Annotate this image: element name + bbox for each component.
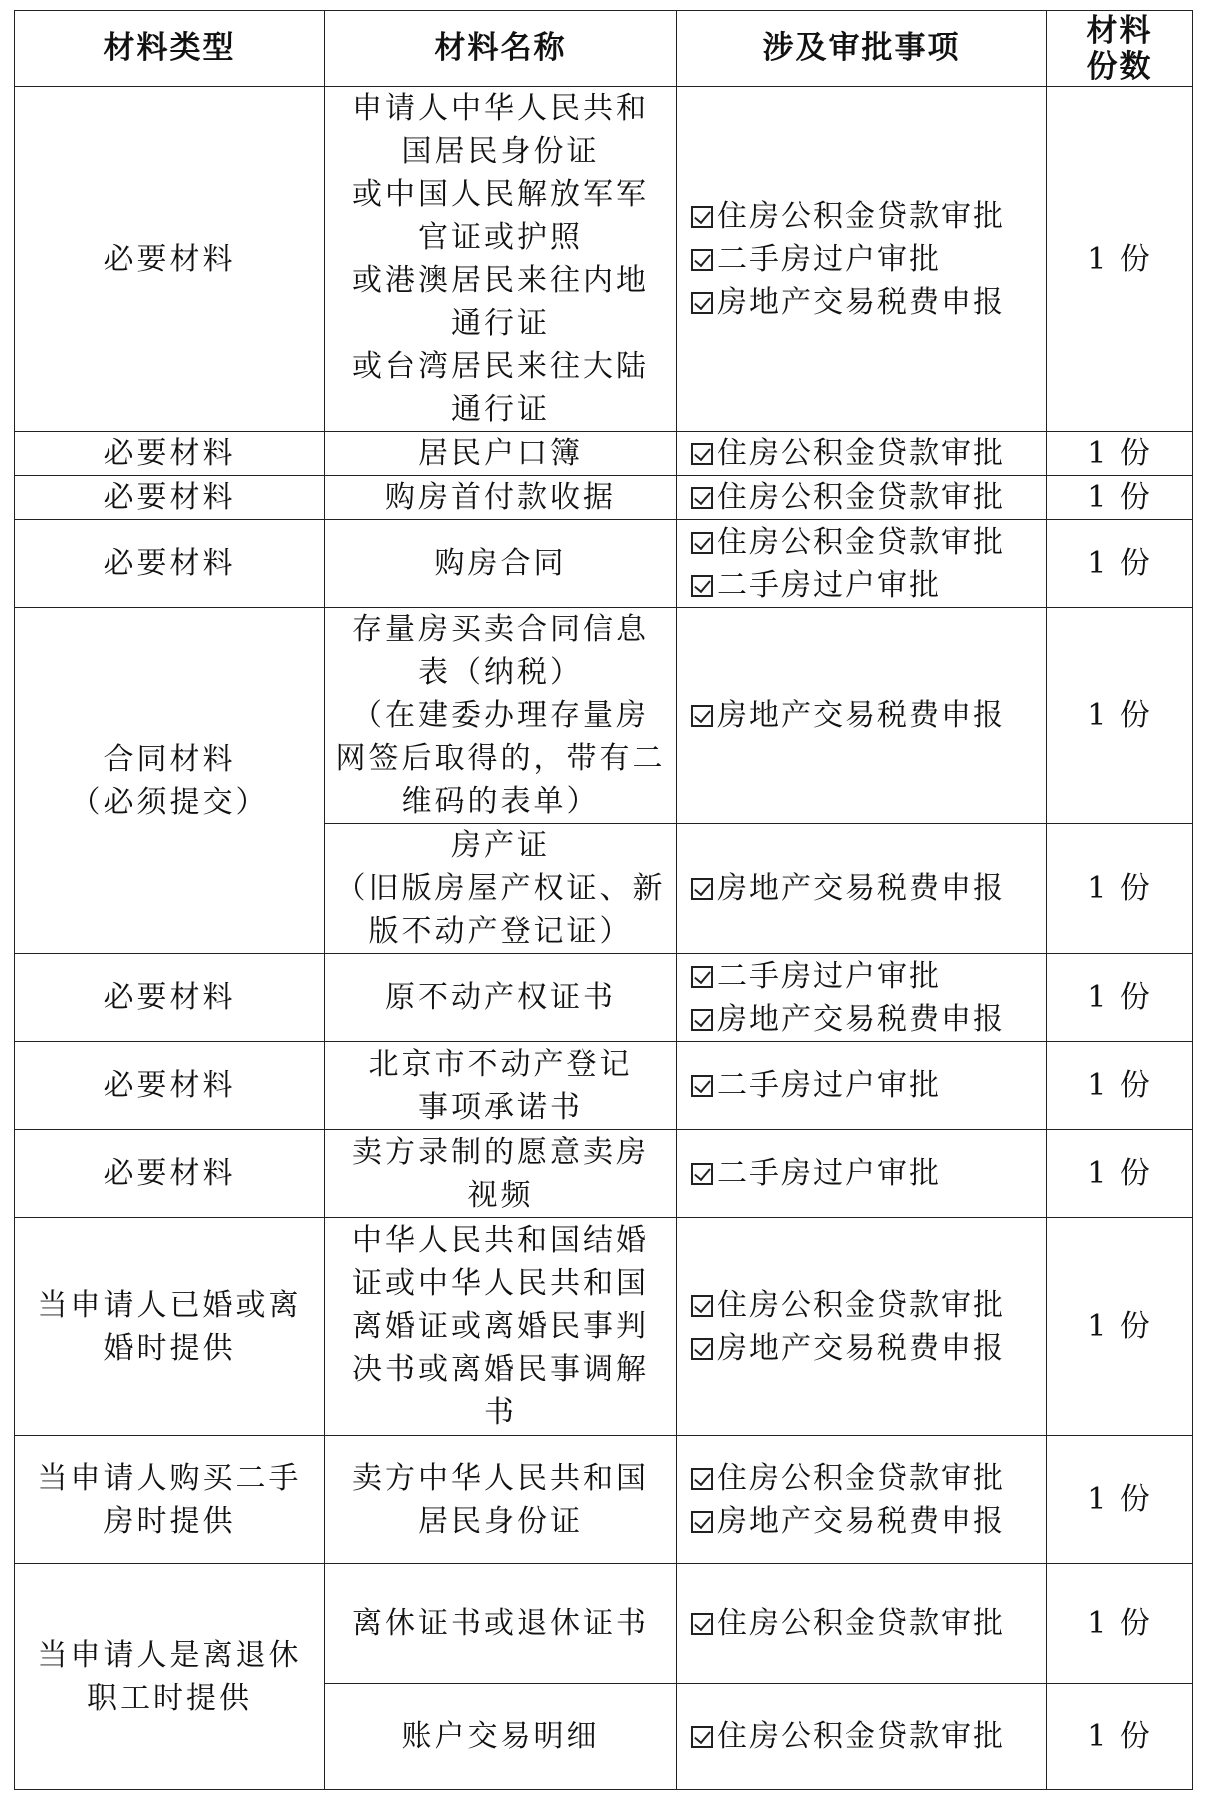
name-text: 离休证书或退休证书 [352,1606,649,1641]
name-cell [325,954,677,1042]
name-text: 版不动产登记证） [368,914,633,949]
name-cell [325,432,677,476]
checked-box-icon [691,443,713,465]
type-text: 必要材料 [103,980,236,1015]
table-row [15,432,1193,476]
approval-item-text: 住房公积金贷款审批 [717,524,1005,560]
items-cell [677,954,1047,1042]
items-cell [677,1564,1047,1684]
name-cell [325,520,677,608]
table-row [15,1436,1193,1564]
table-row [15,954,1193,1042]
checked-box-icon [691,575,713,597]
type-cell [15,1130,325,1218]
type-text: 婚时提供 [103,1330,236,1366]
name-cell [325,1564,677,1684]
approval-item-text: 住房公积金贷款审批 [717,480,1005,515]
name-cell [325,1042,677,1130]
approval-item [691,694,1038,737]
type-text: 当申请人已婚或离 [37,1287,302,1323]
approval-item-text: 房地产交易税费申报 [717,1503,1005,1539]
approval-item-text: 住房公积金贷款审批 [717,436,1005,471]
name-text: 维码的表单） [401,784,600,819]
table-row [15,87,1193,432]
name-text: 或中国人民解放军军 [352,177,649,212]
checked-box-icon [691,206,713,228]
name-text: 或台湾居民来往大陆 [352,349,649,384]
checked-box-icon [691,1009,713,1031]
approval-item [691,432,1038,475]
items-cell [677,824,1047,954]
name-text: 或港澳居民来往内地 [352,263,649,298]
name-text: 网签后取得的，带有二 [335,741,666,776]
checked-box-icon [691,292,713,314]
name-text: 原不动产权证书 [385,980,616,1015]
approval-item [691,867,1038,910]
items-cell [677,432,1047,476]
name-text: 存量房买卖合同信息 [352,612,649,647]
approval-item [691,564,1038,607]
approval-item-text: 二手房过户审批 [717,958,941,994]
checked-box-icon [691,1511,713,1533]
approval-item [691,1500,1038,1543]
type-text: 必要材料 [103,1068,236,1103]
approval-item-text: 二手房过户审批 [717,241,941,277]
checked-box-icon [691,1468,713,1490]
items-cell [677,87,1047,432]
name-text: 决书或离婚民事调解 [352,1352,649,1387]
count-cell: 1 份 [1047,1218,1193,1436]
type-text: 当申请人是离退休 [37,1637,302,1673]
type-text: 必要材料 [103,546,236,581]
type-cell [15,1042,325,1130]
approval-item-text: 房地产交易税费申报 [717,1001,1005,1037]
items-cell [677,1684,1047,1790]
name-text: 视频 [467,1177,534,1213]
header-copies [1047,11,1193,87]
approval-item-text: 住房公积金贷款审批 [717,1287,1005,1323]
items-cell [677,608,1047,824]
count-cell: 1 份 [1047,608,1193,824]
name-text: 购房合同 [434,546,567,581]
approval-item-text: 房地产交易税费申报 [717,1330,1005,1366]
approval-item [691,476,1038,519]
name-text: （在建委办理存量房 [352,698,649,733]
name-text: （旧版房屋产权证、新 [335,871,666,906]
name-text: 国居民身份证 [401,134,600,169]
name-text: 表（纳税） [418,655,583,690]
count-cell: 1 份 [1047,1684,1193,1790]
name-cell [325,824,677,954]
items-cell [677,1042,1047,1130]
approval-item-text: 住房公积金贷款审批 [717,1606,1005,1641]
name-text: 卖方录制的愿意卖房 [352,1134,649,1170]
name-cell [325,1436,677,1564]
count-cell: 1 份 [1047,1042,1193,1130]
items-cell [677,520,1047,608]
checked-box-icon [691,705,713,727]
type-text: 职工时提供 [87,1680,252,1716]
checked-box-icon [691,878,713,900]
approval-item-text: 房地产交易税费申报 [717,871,1005,906]
approval-item [691,195,1038,238]
type-text: 必要材料 [103,480,236,515]
checked-box-icon [691,966,713,988]
count-cell: 1 份 [1047,476,1193,520]
name-text: 居民身份证 [418,1503,583,1539]
approval-item [691,1715,1038,1758]
checked-box-icon [691,1163,713,1185]
approval-item [691,1064,1038,1107]
name-cell [325,1130,677,1218]
approval-item [691,1602,1038,1645]
approval-item-text: 住房公积金贷款审批 [717,1460,1005,1496]
checked-box-icon [691,1295,713,1317]
type-cell [15,954,325,1042]
count-cell: 1 份 [1047,520,1193,608]
checked-box-icon [691,1613,713,1635]
header-approval-items: 涉及审批事项 [677,11,1047,87]
type-cell [15,476,325,520]
approval-item-text: 房地产交易税费申报 [717,698,1005,733]
items-cell [677,476,1047,520]
approval-item [691,955,1038,998]
checked-box-icon [691,249,713,271]
approval-item-text: 房地产交易税费申报 [717,284,1005,320]
name-text: 账户交易明细 [401,1719,600,1754]
name-text: 证或中华人民共和国 [352,1266,649,1301]
name-text: 事项承诺书 [418,1089,583,1125]
type-text: 房时提供 [103,1503,236,1539]
checked-box-icon [691,532,713,554]
type-text: 必要材料 [103,241,236,277]
count-cell: 1 份 [1047,824,1193,954]
approval-item [691,521,1038,564]
approval-item [691,1284,1038,1327]
type-text: 合同材料 [103,741,236,777]
table-row [15,1564,1193,1684]
name-cell [325,476,677,520]
header-material-name: 材料名称 [325,11,677,87]
type-text: 必要材料 [103,1156,236,1191]
name-text: 卖方中华人民共和国 [352,1460,649,1496]
items-cell [677,1130,1047,1218]
name-text: 房产证 [451,828,550,863]
items-cell [677,1436,1047,1564]
header-copies-line2: 份数 [1086,48,1153,85]
type-cell [15,520,325,608]
approval-item [691,1152,1038,1195]
name-text: 申请人中华人民共和 [352,91,649,126]
count-cell: 1 份 [1047,1130,1193,1218]
checked-box-icon [691,1075,713,1097]
items-cell [677,1218,1047,1436]
name-text: 书 [484,1395,517,1430]
count-cell: 1 份 [1047,87,1193,432]
table-row [15,520,1193,608]
approval-item-text: 二手房过户审批 [717,1068,941,1103]
approval-item-text: 住房公积金贷款审批 [717,1719,1005,1754]
type-cell [15,1564,325,1790]
name-text: 居民户口簿 [418,436,583,471]
table-row [15,1042,1193,1130]
approval-item [691,281,1038,324]
name-text: 官证或护照 [418,220,583,255]
type-cell [15,1218,325,1436]
table-header-row [15,11,1193,87]
count-cell: 1 份 [1047,954,1193,1042]
name-cell [325,1684,677,1790]
materials-table [14,10,1193,1790]
checked-box-icon [691,1338,713,1360]
type-cell [15,87,325,432]
approval-item-text: 住房公积金贷款审批 [717,198,1005,234]
table-row [15,476,1193,520]
table-row [15,1130,1193,1218]
approval-item-text: 二手房过户审批 [717,1156,941,1191]
name-cell [325,608,677,824]
type-cell [15,432,325,476]
materials-table-container [14,10,1192,1790]
count-cell: 1 份 [1047,432,1193,476]
type-text: （必须提交） [70,784,269,820]
approval-item-text: 二手房过户审批 [717,567,941,603]
approval-item [691,1327,1038,1370]
table-body [15,87,1193,1790]
name-text: 离婚证或离婚民事判 [352,1309,649,1344]
checked-box-icon [691,487,713,509]
type-cell [15,608,325,954]
count-cell: 1 份 [1047,1564,1193,1684]
count-cell: 1 份 [1047,1436,1193,1564]
approval-item [691,1457,1038,1500]
name-cell [325,1218,677,1436]
approval-item [691,998,1038,1041]
approval-item [691,238,1038,281]
name-text: 通行证 [451,306,550,341]
table-row [15,608,1193,824]
name-cell [325,87,677,432]
name-text: 中华人民共和国结婚 [352,1223,649,1258]
table-row [15,1218,1193,1436]
name-text: 北京市不动产登记 [368,1046,633,1082]
header-material-type: 材料类型 [15,11,325,87]
header-copies-line1: 材料 [1086,12,1153,49]
type-text: 必要材料 [103,436,236,471]
checked-box-icon [691,1726,713,1748]
name-text: 通行证 [451,392,550,427]
name-text: 购房首付款收据 [385,480,616,515]
type-cell [15,1436,325,1564]
type-text: 当申请人购买二手 [37,1460,302,1496]
